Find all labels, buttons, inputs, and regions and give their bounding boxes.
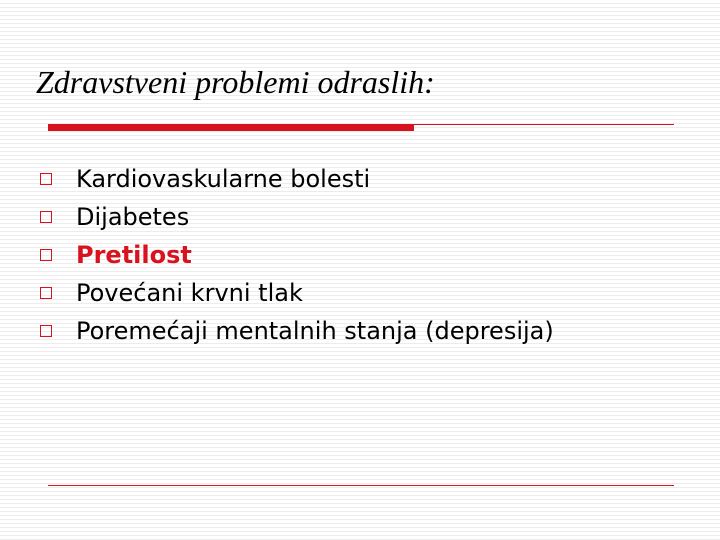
list-item	[40, 198, 554, 236]
hollow-square-bullet-icon	[40, 173, 52, 185]
list-item	[40, 274, 554, 312]
footer-divider	[48, 485, 674, 486]
hollow-square-bullet-icon	[40, 287, 52, 299]
bullet-text: Povećani krvni tlak	[76, 279, 303, 307]
hollow-square-bullet-icon	[40, 325, 52, 337]
list-item	[40, 236, 554, 274]
bullet-text: Kardiovaskularne bolesti	[76, 165, 371, 193]
hollow-square-bullet-icon	[40, 249, 52, 261]
bullet-text: Pretilost	[76, 241, 192, 269]
bullet-list	[40, 160, 554, 350]
title-accent-bar	[48, 124, 414, 131]
bullet-text: Dijabetes	[76, 203, 190, 231]
hollow-square-bullet-icon	[40, 211, 52, 223]
list-item	[40, 312, 554, 350]
title-accent-line	[414, 124, 674, 125]
slide-title: Zdravstveni problemi odraslih:	[36, 64, 435, 100]
list-item	[40, 160, 554, 198]
bullet-text: Poremećaji mentalnih stanja (depresija)	[76, 317, 554, 345]
